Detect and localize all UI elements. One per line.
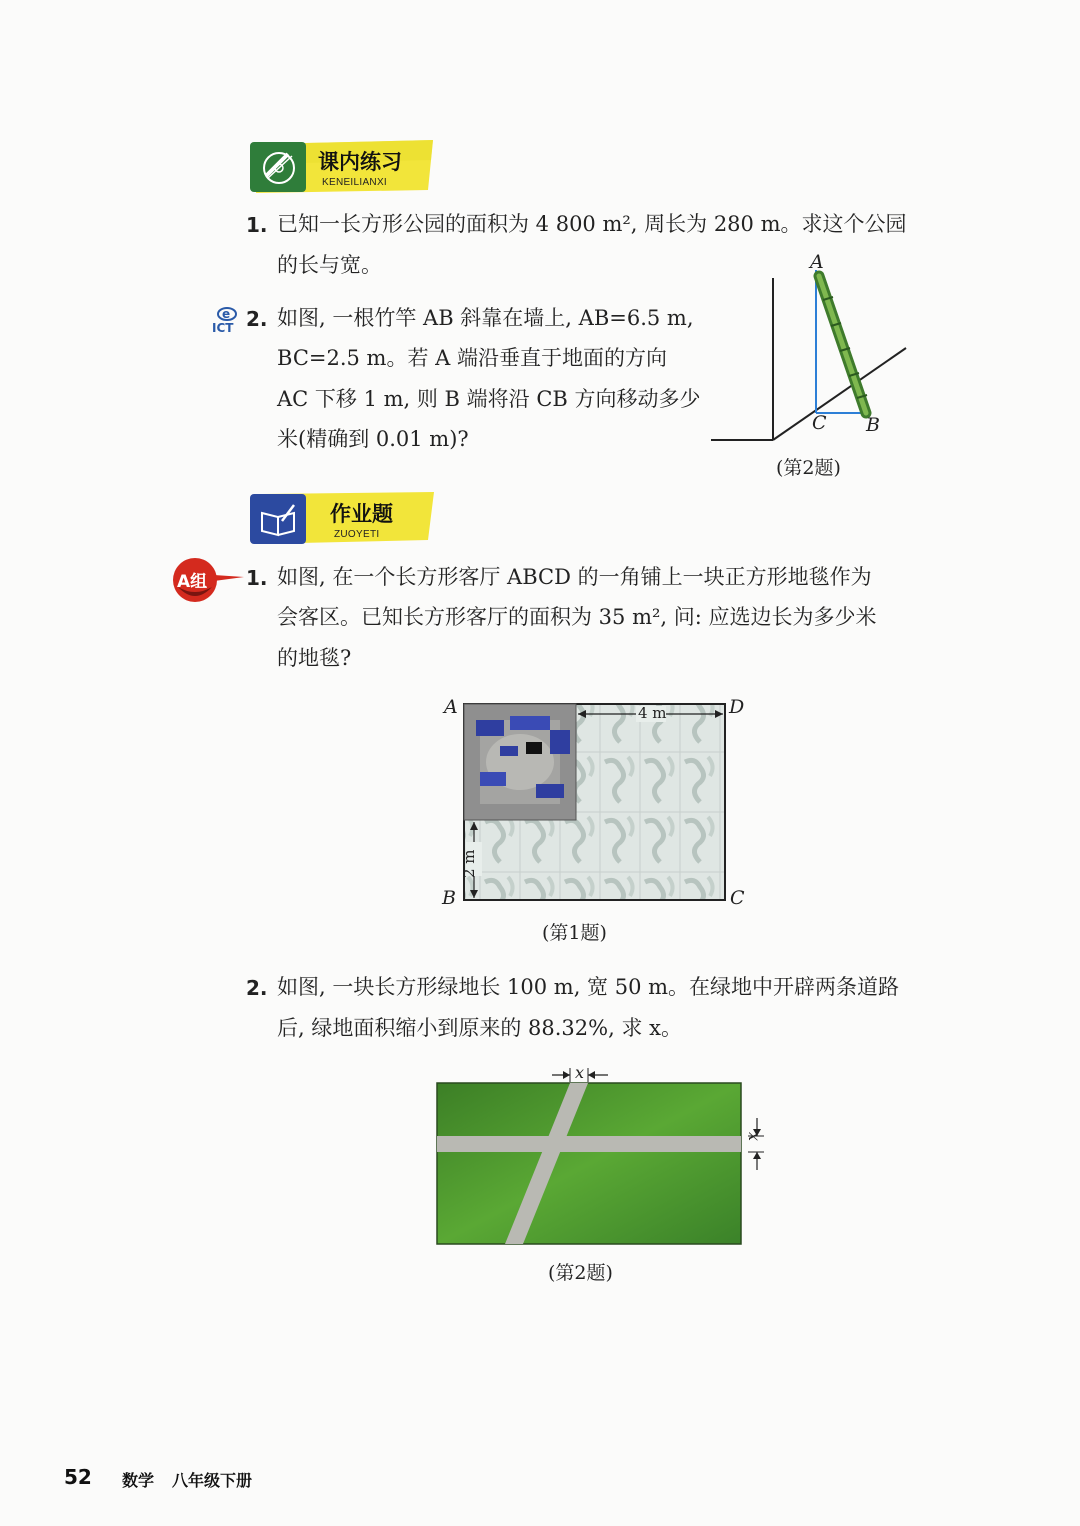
ict-label: ICT [212, 321, 234, 335]
road-width-right-label: x [745, 1132, 764, 1142]
exercise-2-line-4: 米(精确到 0.01 m)? [277, 427, 469, 451]
homework-title: 作业题 [330, 502, 393, 526]
homework-1-number: 1. [246, 566, 268, 590]
living-room-figure [440, 692, 750, 912]
homework-1-line-2: 会客区。已知长方形客厅的面积为 35 m², 问: 应选边长为多少米 [277, 605, 877, 629]
exercise-2-number: 2. [246, 307, 268, 331]
homework-2-line-2: 后, 绿地面积缩小到原来的 88.32%, 求 x。 [277, 1016, 682, 1040]
group-a-label: A组 [177, 572, 208, 592]
bamboo-wall-figure [706, 248, 916, 448]
exercise-2-figure-caption: (第2题) [776, 457, 841, 479]
green-field-figure [430, 1062, 770, 1252]
figure-label-a: A [810, 251, 824, 273]
section-banner-homework [248, 492, 438, 542]
practice-subtitle: KENEILIANXI [322, 177, 387, 188]
homework-2-line-1: 如图, 一块长方形绿地长 100 m, 宽 50 m。在绿地中开辟两条道路 [277, 975, 900, 999]
exercise-2-line-2: BC=2.5 m。若 A 端沿垂直于地面的方向 [277, 346, 667, 370]
homework-1-line-3: 的地毯? [277, 646, 352, 670]
room-label-b: B [442, 887, 456, 909]
book-pen-icon [258, 501, 300, 539]
exercise-2-line-1: 如图, 一根竹竿 AB 斜靠在墙上, AB=6.5 m, [277, 306, 694, 330]
homework-1-figure-caption: (第1题) [542, 922, 607, 944]
road-width-top-label: x [575, 1063, 585, 1082]
exercise-2-line-3: AC 下移 1 m, 则 B 端将沿 CB 方向移动多少 [277, 387, 701, 411]
page-number: 52 [64, 1465, 92, 1489]
ict-icon [210, 303, 244, 337]
room-label-c: C [730, 887, 745, 909]
homework-1-line-1: 如图, 在一个长方形客厅 ABCD 的一角铺上一块正方形地毯作为 [277, 565, 872, 589]
homework-subtitle: ZUOYETI [334, 529, 380, 540]
exercise-1-line-1: 已知一长方形公园的面积为 4 800 m², 周长为 280 m。求这个公园 [277, 212, 907, 236]
exercise-1-number: 1. [246, 213, 268, 237]
section-banner-practice [248, 140, 438, 190]
room-label-d: D [729, 696, 745, 718]
room-label-a: A [444, 696, 458, 718]
footer-subject: 数学 [122, 1471, 155, 1490]
figure-label-c: C [812, 412, 827, 434]
practice-title: 课内练习 [318, 150, 402, 174]
width-4m-label: 4 m [638, 704, 667, 722]
homework-2-figure-caption: (第2题) [548, 1262, 613, 1284]
height-2m-label: 2 m [460, 849, 478, 878]
figure-label-b: B [866, 414, 880, 436]
homework-2-number: 2. [246, 976, 268, 1000]
footer-grade: 八年级下册 [172, 1471, 253, 1490]
exercise-1-line-2: 的长与宽。 [277, 253, 382, 277]
group-a-badge [170, 557, 246, 607]
protractor-icon [258, 148, 300, 188]
svg-text:e: e [222, 307, 231, 321]
